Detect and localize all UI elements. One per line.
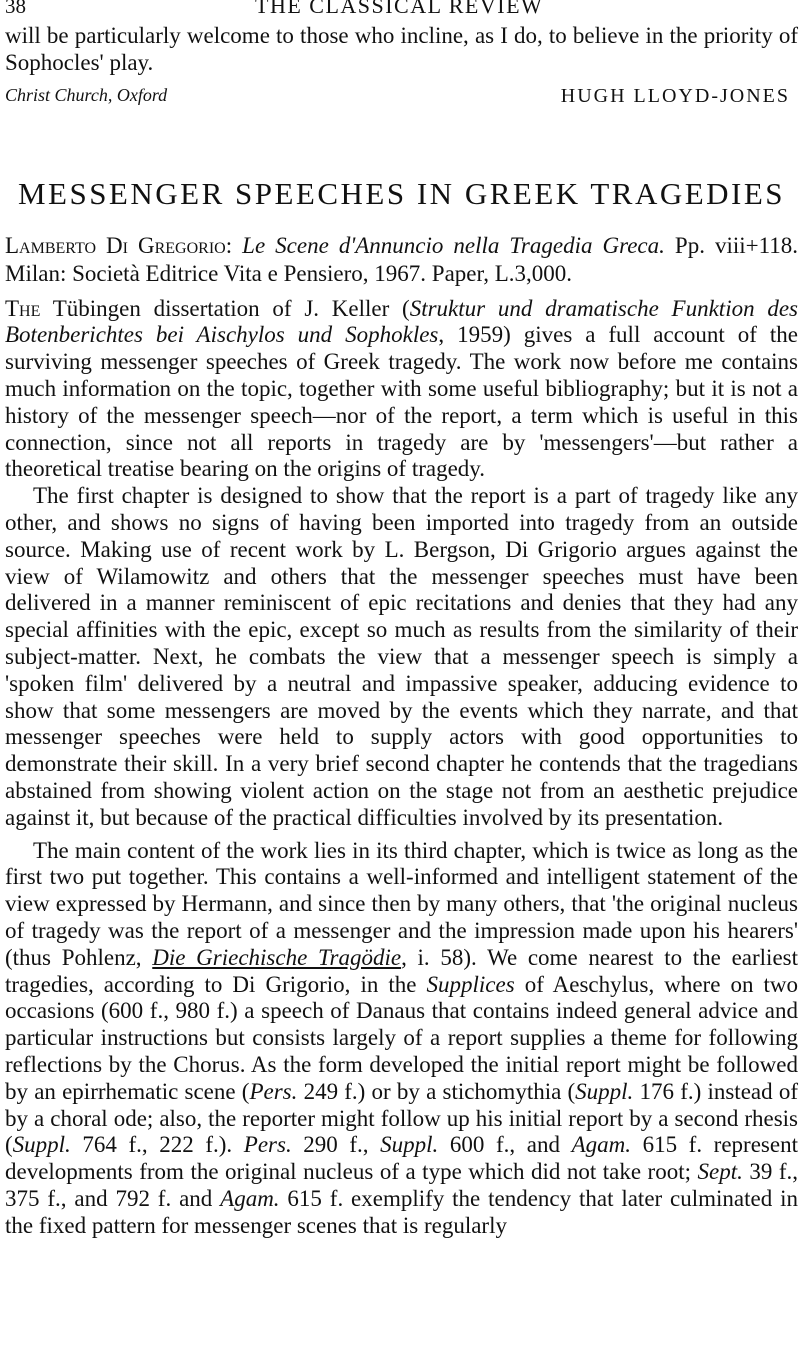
paragraph-text: The main content of the work lies in its third chapter, which is twice as long as the first two put together. This contains a well-informed and intelligent statement of the view expressed by Hermann, and since then by many others, that 'the original nucleus of tragedy was the report of a messenger and the impression made upon his hearers' (thus Pohlenz, <box>5 837 798 970</box>
paragraph-text: , 1959) gives a full account of the surviving messenger speeches of Greek tragedy. The work now before me contains much information on the topic, together with some useful bibliography; but it is not a history of the messenger speech—nor of the report, a term which is useful in this connection, since not all reports in tragedy are by 'messengers'—but rather a theoretical treatise bearing on the origins of tragedy. <box>5 322 798 482</box>
cited-play: Supplices <box>426 971 515 997</box>
paragraph-text: 176 f.) instead of by a choral ode; also, the reporter might follow up his initial report by a second rhesis ( <box>5 1078 798 1158</box>
paragraph-text: 39 f., 375 f., and 792 f. and <box>5 1159 798 1211</box>
running-head <box>5 0 798 18</box>
cited-play: Suppl. <box>12 1132 71 1158</box>
review-paragraph-3 <box>5 838 798 1240</box>
book-title: Le Scene d'Annuncio nella Tragedia Greca. <box>242 232 665 258</box>
previous-review-closing: will be particularly welcome to those who incline, as I do, to believe in the priority of Sophocles' play. <box>5 23 798 75</box>
reviewer-place: Christ Church, Oxford <box>5 84 168 105</box>
book-author: Lamberto Di Gregorio <box>5 232 226 258</box>
cited-book-title: Die Griechische Tragödie <box>152 944 402 970</box>
review-title: MESSENGER SPEECHES IN GREEK TRAGEDIES <box>17 175 786 211</box>
cited-play: Pers. <box>249 1078 298 1104</box>
cited-play: Agam. <box>220 1185 280 1211</box>
cited-play: Suppl. <box>380 1132 439 1158</box>
paragraph-text: 290 f., <box>291 1132 381 1158</box>
cited-play: Agam. <box>571 1132 631 1158</box>
paragraph-text: 615 f. exemplify the tendency that later culminated in the fixed pattern for messenger scenes that is regularly <box>5 1185 798 1238</box>
paragraph-text: 600 f., and <box>438 1132 572 1158</box>
review-paragraph-2: The first chapter is designed to show that the report is a part of tragedy like any other, and shows no signs of having been imported into tragedy from an outside source. Making use of recent work by L. Bergson, Di Grigorio argues against the view of Wilamowitz and others that the messenger speeches must have been delivered in a manner reminiscent of epic recitations and denies that they had any special affinities with the epic, except so much as results from the similarity of their subject-matter. Next, he combats the view that a messenger speech is simply a 'spoken film' delivered by a neutral and impassive speaker, adducing evidence to show that some messengers are moved by the events which they narrate, and that messenger speeches were held to supply actors with good opportunities to demonstrate their skill. In a very brief second chapter he contends that the tragedians abstained from showing violent action on the stage not from an aesthetic prejudice against it, but because of the practical difficulties involved by its presentation. <box>5 483 798 830</box>
cited-dissertation-title: Struktur und dramatische Funktion des Botenberichtes bei Aischylos und Sophokles <box>5 295 799 348</box>
journal-title: THE CLASSICAL REVIEW <box>255 0 544 18</box>
paragraph-text: 615 f. represent developments from the original nucleus of a type which did not take root; <box>5 1132 798 1185</box>
paragraph-text: 249 f.) or by a stichomythia ( <box>297 1078 576 1104</box>
cited-play: Pers. <box>243 1132 292 1158</box>
review-paragraph-1 <box>5 296 798 484</box>
paragraph-text: of Aeschylus, where on two occasions (600 f., 980 f.) a speech of Danaus that contains indeed general advice and particular instructions but consists largely of a report supplies a theme for following reflections by the Chorus. As the form developed the initial report might be followed by an epirrhematic scene ( <box>5 971 798 1104</box>
book-details: Pp. viii+118. Milan: Società Editrice Vita e Pensiero, 1967. Paper, L.3,000. <box>5 232 799 286</box>
reviewer-signature <box>5 85 798 108</box>
cited-play: Suppl. <box>575 1078 634 1104</box>
reviewer-name: HUGH LLOYD-JONES <box>560 84 790 107</box>
opening-word: The <box>5 295 41 321</box>
page-number: 38 <box>5 0 26 18</box>
paragraph-text: , i. 58). We come nearest to the earliest tragedies, according to Di Grigorio, in the <box>5 944 798 997</box>
paragraph-text: Tübingen dissertation of J. Keller ( <box>40 295 410 321</box>
cited-play: Sept. <box>697 1159 743 1185</box>
paragraph-text: 764 f., 222 f.). <box>70 1132 244 1158</box>
bibliographic-entry: Lamberto Di Gregorio: Le Scene d'Annuncio nella Tragedia Greca. Pp. viii+118. Milan: Società Editrice Vita e Pensiero, 1967. Paper, L.3,000. <box>5 232 799 286</box>
